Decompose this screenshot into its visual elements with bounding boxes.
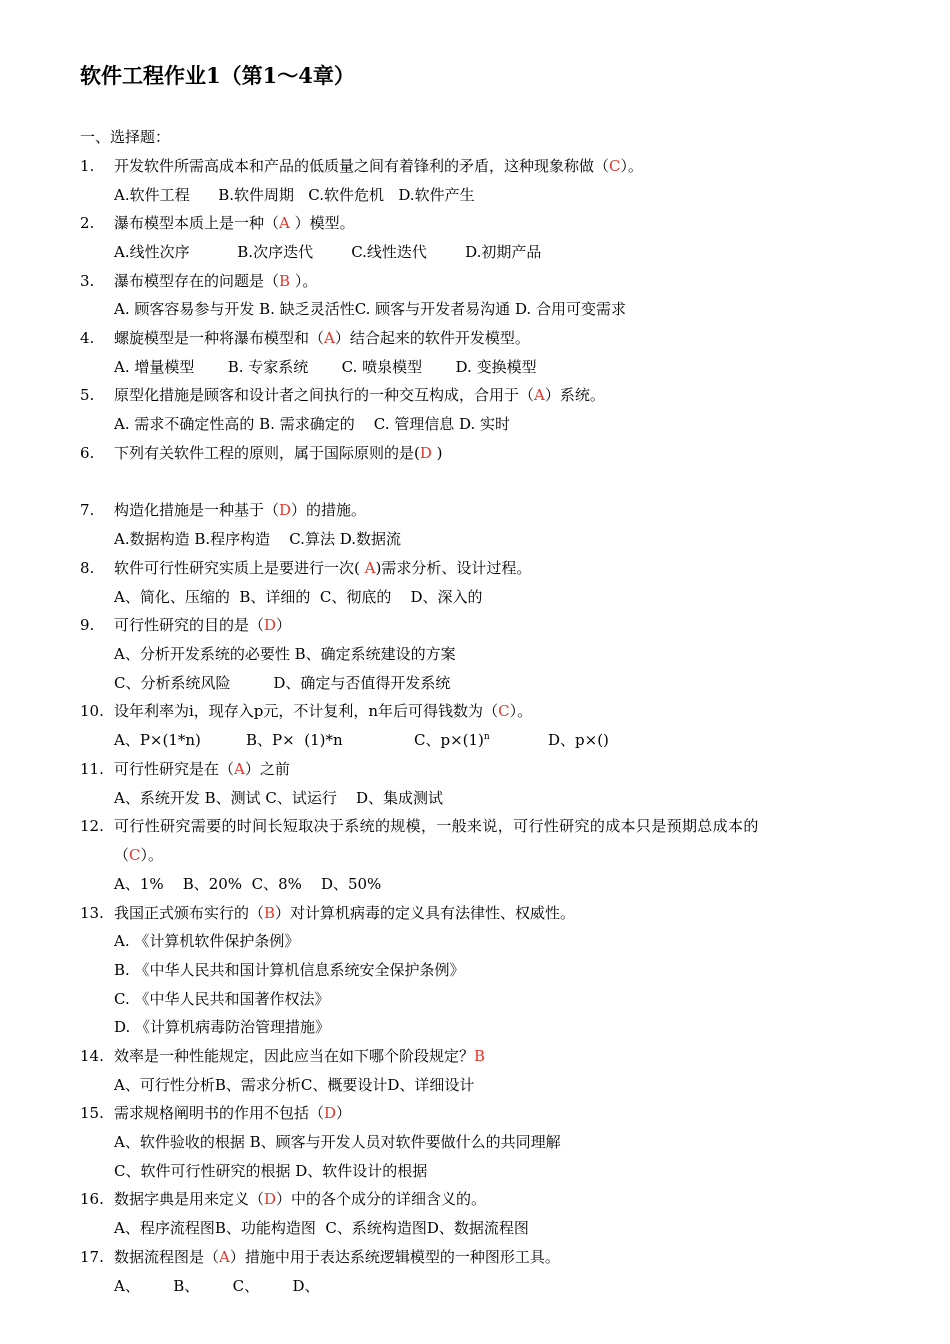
answer-mark: A: [234, 760, 245, 778]
question-text: 数据字典是用来定义（D）中的各个成分的详细含义的。: [114, 1190, 487, 1208]
question-text: 设年利率为i，现存入p元，不计复利，n年后可得钱数为（C）。: [114, 702, 533, 720]
question-number: 12.: [80, 817, 104, 835]
answer-mark: A: [324, 329, 335, 347]
question-text: 原型化措施是顾客和设计者之间执行的一种交互构成，合用于（A）系统。: [114, 386, 605, 404]
question-number: 8.: [80, 559, 95, 577]
answer-mark: A: [534, 386, 545, 404]
question-number: 5.: [80, 386, 95, 404]
question-options: A.线性次序 B.次序迭代 C.线性迭代 D.初期产品: [114, 243, 542, 261]
question-number: 17.: [80, 1248, 104, 1266]
question-text: 可行性研究是在（A）之前: [114, 760, 290, 778]
question-options: C. 《中华人民共和国著作权法》: [114, 990, 330, 1008]
question-options: A、简化、压缩的 B、详细的 C、彻底的 D、深入的: [114, 588, 483, 606]
answer-mark: A: [364, 559, 376, 577]
question-options: A. 增量模型 B. 专家系统 C. 喷泉模型 D. 变换模型: [114, 358, 537, 376]
question-options: A.数据构造 B.程序构造 C.算法 D.数据流: [114, 530, 401, 548]
question-options: C、分析系统风险 D、确定与否值得开发系统: [114, 674, 451, 692]
answer-mark: D: [264, 1190, 277, 1208]
answer-mark: B: [279, 272, 291, 290]
question-number: 1.: [80, 157, 95, 175]
answer-mark: D: [279, 501, 292, 519]
question-options: B. 《中华人民共和国计算机信息系统安全保护条例》: [114, 961, 465, 979]
question-text: 数据流程图是（A）措施中用于表达系统逻辑模型的一种图形工具。: [114, 1248, 560, 1266]
answer-mark: D: [324, 1104, 337, 1122]
answer-mark: A: [219, 1248, 230, 1266]
question-text: 软件可行性研究实质上是要进行一次( A)需求分析、设计过程。: [114, 559, 532, 577]
question-text: 可行性研究需要的时间长短取决于系统的规模，一般来说，可行性研究的成本只是预期总成本的: [114, 817, 759, 835]
answer-mark: C: [498, 702, 510, 720]
question-number: 10.: [80, 702, 104, 720]
question-options: A. 《计算机软件保护条例》: [114, 932, 300, 950]
question-options: A、1% B、20% C、8% D、50%: [114, 875, 382, 893]
question-text: 我国正式颁布实行的（B）对计算机病毒的定义具有法律性、权威性。: [114, 904, 576, 922]
question-number: 15.: [80, 1104, 104, 1122]
answer-mark: D: [264, 616, 277, 634]
section-heading: 一、选择题：: [80, 128, 171, 146]
question-options: A、系统开发 B、测试 C、试运行 D、集成测试: [114, 789, 443, 807]
question-number: 11.: [80, 760, 104, 778]
question-options: A.软件工程 B.软件周期 C.软件危机 D.软件产生: [114, 186, 475, 204]
answer-mark: A: [279, 214, 290, 232]
question-text: 可行性研究的目的是（D）: [114, 616, 292, 634]
question-number: 9.: [80, 616, 95, 634]
question-text-continued: （C）。: [114, 846, 164, 864]
option-c: C、$p\times(1)^n$: [414, 731, 490, 749]
question-number: 14.: [80, 1047, 104, 1065]
question-options: A、软件验收的根据 B、顾客与开发人员对软件要做什么的共同理解: [114, 1133, 561, 1151]
answer-mark: B: [474, 1047, 486, 1065]
question-number: 13.: [80, 904, 104, 922]
question-text: 开发软件所需高成本和产品的低质量之间有着锋利的矛盾，这种现象称做（C）。: [114, 157, 644, 175]
answer-mark: D: [419, 444, 432, 462]
answer-mark: C: [609, 157, 621, 175]
question-text: 瀑布模型存在的问题是（B ）。: [114, 272, 318, 290]
question-options: A、程序流程图B、功能构造图 C、系统构造图D、数据流程图: [114, 1219, 529, 1237]
question-text: 下列有关软件工程的原则，属于国际原则的是(D ): [114, 444, 443, 462]
question-text: 瀑布模型本质上是一种（A ）模型。: [114, 214, 355, 232]
question-text: 螺旋模型是一种将瀑布模型和（A）结合起来的软件开发模型。: [114, 329, 530, 347]
question-number: 4.: [80, 329, 95, 347]
question-number: 2.: [80, 214, 95, 232]
question-options: A. 顾客容易参与开发 B. 缺乏灵活性C. 顾客与开发者易沟通 D. 合用可变需求: [114, 300, 626, 318]
answer-mark: C: [129, 846, 141, 864]
question-options: D. 《计算机病毒防治管理措施》: [114, 1018, 331, 1036]
answer-mark: B: [264, 904, 276, 922]
question-options: A、 B、 C、 D、: [114, 1277, 320, 1295]
question-options: A、分析开发系统的必要性 B、确定系统建设的方案: [114, 645, 456, 663]
page-title: 软件工程作业1（第1～4章）: [80, 63, 355, 88]
question-text: 需求规格阐明书的作用不包括（D）: [114, 1104, 352, 1122]
option-a: A、P×(1*n): [114, 731, 201, 749]
question-number: 7.: [80, 501, 95, 519]
question-text: 效率是一种性能规定，因此应当在如下哪个阶段规定？B: [114, 1047, 486, 1065]
question-options: A. 需求不确定性高的 B. 需求确定的 C. 管理信息 D. 实时: [114, 415, 511, 433]
question-options: A、可行性分析B、需求分析C、概要设计D、详细设计: [114, 1076, 475, 1094]
question-number: 16.: [80, 1190, 104, 1208]
question-text: 构造化措施是一种基于（D）的措施。: [114, 501, 367, 519]
option-b: B、P× (1)*n: [246, 731, 343, 749]
question-options: C、软件可行性研究的根据 D、软件设计的根据: [114, 1162, 428, 1180]
option-d: D、p×(): [548, 731, 609, 749]
question-number: 6.: [80, 444, 95, 462]
question-number: 3.: [80, 272, 95, 290]
